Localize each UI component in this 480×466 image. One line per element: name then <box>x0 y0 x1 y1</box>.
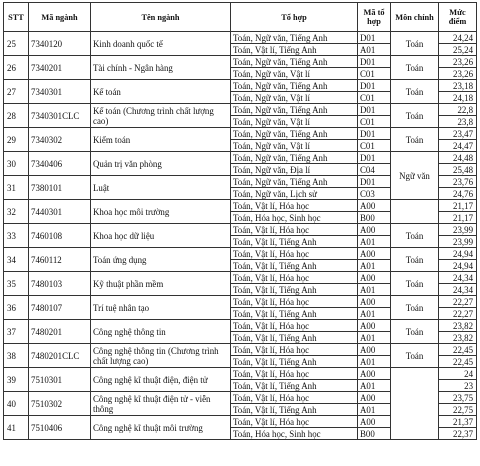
row-major-name: Công nghệ thông tin (Chương trình chất lượng cao) <box>91 344 231 368</box>
row-combination: Toán, Vật lí, Hóa học <box>231 416 358 428</box>
row-stt: 41 <box>4 416 29 440</box>
header-main-subject: Môn chính <box>391 3 439 32</box>
row-score: 23,99 <box>439 236 477 248</box>
row-combination: Toán, Vật lí, Hóa học <box>231 392 358 404</box>
row-score: 23,76 <box>439 176 477 188</box>
row-score: 24,94 <box>439 248 477 260</box>
row-major-code: 7510406 <box>29 416 91 440</box>
row-major-code: 7480103 <box>29 272 91 296</box>
table-row <box>4 320 477 332</box>
row-major-name: Tài chính - Ngân hàng <box>91 56 231 80</box>
row-combination-code: A00 <box>358 320 391 332</box>
row-combination: Toán, Ngữ văn, Lịch sử <box>231 188 358 200</box>
row-major-code: 7440301 <box>29 200 91 224</box>
row-combination-code: B00 <box>358 212 391 224</box>
row-combination-code: A00 <box>358 224 391 236</box>
row-score: 24 <box>439 368 477 380</box>
header-major-code: Mã ngành <box>29 3 91 32</box>
row-stt: 40 <box>4 392 29 416</box>
row-combination-code: A00 <box>358 272 391 284</box>
table-row <box>4 104 477 116</box>
row-combination: Toán, Vật lí, Hóa học <box>231 248 358 260</box>
row-main-subject: Toán <box>391 128 439 152</box>
row-main-subject: Toán <box>391 80 439 104</box>
row-combination: Toán, Hóa học, Sinh học <box>231 428 358 440</box>
table-row <box>4 344 477 356</box>
row-combination: Toán, Vật lí, Tiếng Anh <box>231 44 358 56</box>
row-combination: Toán, Vật lí, Tiếng Anh <box>231 380 358 392</box>
table-row <box>4 152 477 164</box>
row-major-name: Kinh doanh quốc tế <box>91 32 231 56</box>
header-combination-code: Mã tổ hợp <box>358 3 391 32</box>
header-major-name: Tên ngành <box>91 3 231 32</box>
row-major-code: 7340302 <box>29 128 91 152</box>
table-body <box>4 32 477 440</box>
row-major-name: Kỹ thuật phần mềm <box>91 272 231 296</box>
row-major-name: Kế toán (Chương trình chất lượng cao) <box>91 104 231 128</box>
table-row <box>4 56 477 68</box>
row-combination-code: A00 <box>358 296 391 308</box>
row-combination-code: A00 <box>358 200 391 212</box>
row-combination-code: D01 <box>358 56 391 68</box>
row-combination: Toán, Ngữ văn, Vật lí <box>231 68 358 80</box>
row-combination: Toán, Ngữ văn, Địa lí <box>231 164 358 176</box>
row-combination-code: A01 <box>358 404 391 416</box>
row-combination: Toán, Vật lí, Hóa học <box>231 320 358 332</box>
row-score: 21,17 <box>439 212 477 224</box>
row-major-name: Công nghệ kĩ thuật môi trường <box>91 416 231 440</box>
row-score: 25,48 <box>439 164 477 176</box>
row-stt: 32 <box>4 200 29 224</box>
row-combination-code: A01 <box>358 236 391 248</box>
row-combination-code: A01 <box>358 356 391 368</box>
admission-score-table <box>3 2 477 440</box>
row-combination: Toán, Ngữ văn, Tiếng Anh <box>231 80 358 92</box>
row-combination-code: C01 <box>358 116 391 128</box>
row-major-code: 7380101 <box>29 176 91 200</box>
row-main-subject: Toán <box>391 56 439 80</box>
table-row <box>4 128 477 140</box>
row-combination-code: A01 <box>358 44 391 56</box>
row-stt: 39 <box>4 368 29 392</box>
row-combination-code: B00 <box>358 428 391 440</box>
row-combination: Toán, Vật lí, Hóa học <box>231 368 358 380</box>
row-score: 23,26 <box>439 56 477 68</box>
row-main-subject <box>391 368 439 440</box>
table-row <box>4 224 477 236</box>
row-combination: Toán, Vật lí, Hóa học <box>231 344 358 356</box>
row-major-name: Toán ứng dụng <box>91 248 231 272</box>
row-major-name: Trí tuệ nhân tạo <box>91 296 231 320</box>
row-major-code: 7340201 <box>29 56 91 80</box>
row-score: 21,17 <box>439 200 477 212</box>
row-main-subject: Toán <box>391 248 439 272</box>
row-score: 24,34 <box>439 272 477 284</box>
row-stt: 38 <box>4 344 29 368</box>
row-major-code: 7460112 <box>29 248 91 272</box>
table-header-row <box>4 3 477 32</box>
row-combination: Toán, Vật lí, Tiếng Anh <box>231 308 358 320</box>
row-stt: 30 <box>4 152 29 176</box>
row-stt: 35 <box>4 272 29 296</box>
row-combination: Toán, Hóa học, Sinh học <box>231 212 358 224</box>
row-combination-code: A00 <box>358 368 391 380</box>
row-stt: 31 <box>4 176 29 200</box>
row-combination: Toán, Ngữ văn, Tiếng Anh <box>231 32 358 44</box>
row-score: 22,45 <box>439 344 477 356</box>
row-main-subject <box>391 200 439 224</box>
row-major-name: Kiểm toán <box>91 128 231 152</box>
row-score: 23,75 <box>439 392 477 404</box>
row-combination: Toán, Ngữ văn, Vật lí <box>231 140 358 152</box>
row-combination-code: C01 <box>358 92 391 104</box>
table-row <box>4 32 477 44</box>
row-stt: 27 <box>4 80 29 104</box>
row-major-name: Khoa học dữ liệu <box>91 224 231 248</box>
row-score: 22,27 <box>439 296 477 308</box>
row-major-code: 7460108 <box>29 224 91 248</box>
row-score: 23 <box>439 380 477 392</box>
row-combination: Toán, Vật lí, Hóa học <box>231 272 358 284</box>
row-score: 23,8 <box>439 116 477 128</box>
row-stt: 26 <box>4 56 29 80</box>
row-major-name: Luật <box>91 176 231 200</box>
row-combination-code: C01 <box>358 68 391 80</box>
row-major-code: 7480201CLC <box>29 344 91 368</box>
row-combination: Toán, Ngữ văn, Tiếng Anh <box>231 152 358 164</box>
row-score: 21,37 <box>439 416 477 428</box>
row-stt: 36 <box>4 296 29 320</box>
row-major-name: Kế toán <box>91 80 231 104</box>
row-score: 22,37 <box>439 428 477 440</box>
row-combination: Toán, Vật lí, Tiếng Anh <box>231 404 358 416</box>
row-combination-code: D01 <box>358 32 391 44</box>
row-combination-code: A01 <box>358 260 391 272</box>
row-combination: Toán, Vật lí, Tiếng Anh <box>231 332 358 344</box>
row-major-name: Công nghệ kĩ thuật điện, điện tử <box>91 368 231 392</box>
row-stt: 25 <box>4 32 29 56</box>
row-stt: 33 <box>4 224 29 248</box>
row-score: 22,45 <box>439 356 477 368</box>
row-stt: 29 <box>4 128 29 152</box>
row-combination-code: A00 <box>358 392 391 404</box>
row-combination: Toán, Vật lí, Tiếng Anh <box>231 356 358 368</box>
row-combination-code: C03 <box>358 188 391 200</box>
row-score: 22,27 <box>439 308 477 320</box>
row-score: 25,24 <box>439 44 477 56</box>
row-combination: Toán, Vật lí, Hóa học <box>231 224 358 236</box>
row-score: 22,8 <box>439 104 477 116</box>
row-combination-code: D01 <box>358 80 391 92</box>
row-combination-code: D01 <box>358 152 391 164</box>
row-major-code: 7510302 <box>29 392 91 416</box>
row-combination: Toán, Vật lí, Hóa học <box>231 296 358 308</box>
row-main-subject: Toán <box>391 320 439 344</box>
row-major-name: Công nghệ kĩ thuật điện tử - viễn thông <box>91 392 231 416</box>
row-combination: Toán, Vật lí, Tiếng Anh <box>231 236 358 248</box>
row-major-code: 7340301CLC <box>29 104 91 128</box>
row-combination-code: A00 <box>358 416 391 428</box>
header-combination: Tổ hợp <box>231 3 358 32</box>
row-main-subject: Toán <box>391 32 439 56</box>
row-combination: Toán, Vật lí, Hóa học <box>231 200 358 212</box>
row-major-code: 7480201 <box>29 320 91 344</box>
row-major-name: Quản trị văn phòng <box>91 152 231 176</box>
row-score: 23,82 <box>439 320 477 332</box>
table-row <box>4 296 477 308</box>
row-combination: Toán, Ngữ văn, Vật lí <box>231 92 358 104</box>
row-combination: Toán, Ngữ văn, Tiếng Anh <box>231 128 358 140</box>
row-main-subject: Toán <box>391 224 439 248</box>
row-combination-code: C01 <box>358 140 391 152</box>
row-combination: Toán, Ngữ văn, Tiếng Anh <box>231 104 358 116</box>
row-score: 23,99 <box>439 224 477 236</box>
header-score: Mức điểm <box>439 3 477 32</box>
row-score: 24,34 <box>439 284 477 296</box>
row-main-subject: Toán <box>391 272 439 296</box>
table-row <box>4 248 477 260</box>
row-combination-code: C04 <box>358 164 391 176</box>
row-major-code: 7340301 <box>29 80 91 104</box>
row-combination-code: A01 <box>358 380 391 392</box>
row-major-code: 7480107 <box>29 296 91 320</box>
row-stt: 34 <box>4 248 29 272</box>
row-main-subject: Toán <box>391 344 439 368</box>
row-major-code: 7340120 <box>29 32 91 56</box>
row-combination: Toán, Vật lí, Tiếng Anh <box>231 284 358 296</box>
row-score: 24,24 <box>439 32 477 44</box>
row-score: 23,82 <box>439 332 477 344</box>
row-main-subject: Toán <box>391 296 439 320</box>
row-stt: 37 <box>4 320 29 344</box>
row-combination: Toán, Vật lí, Tiếng Anh <box>231 260 358 272</box>
row-combination-code: A01 <box>358 332 391 344</box>
row-score: 23,47 <box>439 128 477 140</box>
row-combination: Toán, Ngữ văn, Tiếng Anh <box>231 56 358 68</box>
row-combination-code: A01 <box>358 284 391 296</box>
table-row <box>4 368 477 380</box>
row-combination-code: A00 <box>358 248 391 260</box>
row-main-subject: Toán <box>391 104 439 128</box>
row-score: 24,94 <box>439 260 477 272</box>
row-combination: Toán, Ngữ văn, Tiếng Anh <box>231 176 358 188</box>
row-score: 24,48 <box>439 152 477 164</box>
row-major-name: Công nghệ thông tin <box>91 320 231 344</box>
row-major-name: Khoa học môi trường <box>91 200 231 224</box>
row-stt: 28 <box>4 104 29 128</box>
header-stt: STT <box>4 3 29 32</box>
table-row <box>4 200 477 212</box>
row-major-code: 7510301 <box>29 368 91 392</box>
row-combination: Toán, Ngữ văn, Vật lí <box>231 116 358 128</box>
row-combination-code: D01 <box>358 128 391 140</box>
row-score: 24,18 <box>439 92 477 104</box>
row-score: 23,26 <box>439 68 477 80</box>
row-score: 24,47 <box>439 140 477 152</box>
row-score: 24,76 <box>439 188 477 200</box>
table-row <box>4 272 477 284</box>
row-combination-code: D01 <box>358 104 391 116</box>
row-score: 23,18 <box>439 80 477 92</box>
table-row <box>4 80 477 92</box>
row-main-subject: Ngữ văn <box>391 152 439 200</box>
row-score: 22,75 <box>439 404 477 416</box>
row-combination-code: D01 <box>358 176 391 188</box>
row-combination-code: A00 <box>358 344 391 356</box>
row-major-code: 7340406 <box>29 152 91 176</box>
row-combination-code: A01 <box>358 308 391 320</box>
